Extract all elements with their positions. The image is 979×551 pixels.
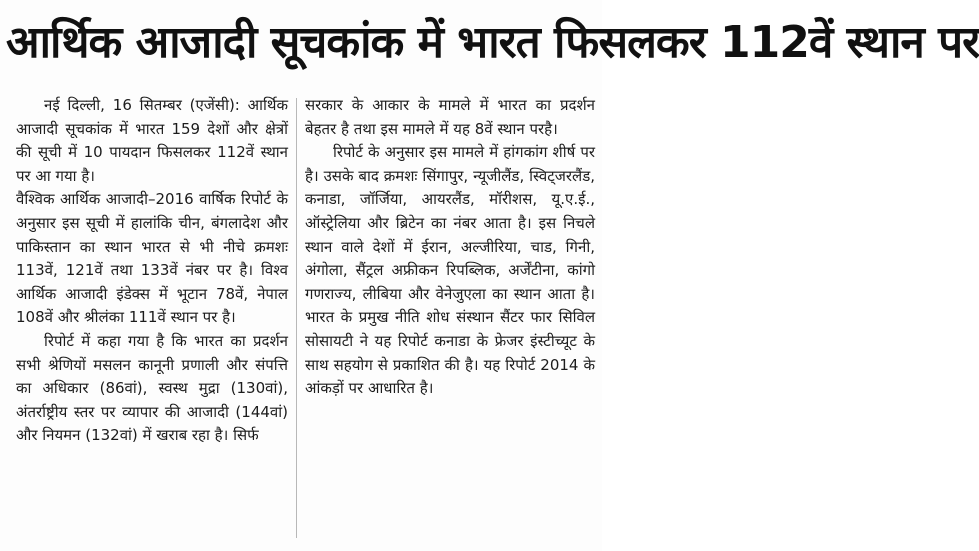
left-paragraph-1: नई दिल्ली, 16 सितम्बर (एजेंसी): आर्थिक आजादी सूचकांक में भारत 159 देशों और क्षेत्रों की सूची में 10 पायदान फिसलकर 112वें स्थान पर आ गया है। — [16, 96, 288, 185]
left-paragraph-2: वैश्विक आर्थिक आजादी–2016 वार्षिक रिपोर्ट के अनुसार इस सूची में हालांकि चीन, बंगलादेश और पाकिस्तान का स्थान भारत से भी नीचे क्रमशः 113वें, 121वें तथा 133वें नंबर पर है। विश्व आर्थिक आजादी इंडेक्स में भूटान 78वें, नेपाल 108वें और श्रीलंका 111वें स्थान पर है। — [16, 190, 288, 327]
right-paragraph-1: सरकार के आकार के मामले में भारत का प्रदर्शन बेहतर है तथा इस मामले में यह 8वें स्थान परहै। — [305, 96, 595, 138]
right-paragraph-2: रिपोर्ट के अनुसार इस मामले में हांगकांग शीर्ष पर है। उसके बाद क्रमशः सिंगापुर, न्यूजीलैंड, स्विट्जरलैंड, कनाडा, जॉर्जिया, आयरलैंड, मॉरीशस, यू.ए.ई., ऑस्ट्रेलिया और ब्रिटेन का नंबर आता है। इस निचले स्थान वाले देशों में ईरान, अल्जीरिया, चाड, गिनी, अंगोला, सैंट्रल अफ्रीकन रिपब्लिक, अर्जेंटीना, कांगो गणराज्य, लीबिया और वेनेजुएला का स्थान आता है। भारत के प्रमुख नीति शोध संस्थान सैंटर फार सिविल सोसायटी ने यह रिपोर्ट कनाडा के फ्रेजर इंस्टीच्यूट के साथ सहयोग से प्रकाशित की है। यह रिपोर्ट 2014 के आंकड़ों पर आधारित है। — [305, 143, 595, 398]
article-headline: आर्थिक आजादी सूचकांक में भारत फिसलकर 112वें स्थान पर — [6, 17, 979, 68]
left-column — [16, 94, 288, 448]
column-divider — [296, 98, 297, 538]
left-paragraph-3: रिपोर्ट में कहा गया है कि भारत का प्रदर्शन सभी श्रेणियों मसलन कानूनी प्रणाली और संपत्ति का अधिकार (86वां), स्वस्थ मुद्रा (130वां), अंतर्राष्ट्रीय स्तर पर व्यापार की आजादी (144वां) और नियमन (132वां) में खराब रहा है। सिर्फ — [16, 331, 288, 445]
right-column — [305, 94, 595, 401]
